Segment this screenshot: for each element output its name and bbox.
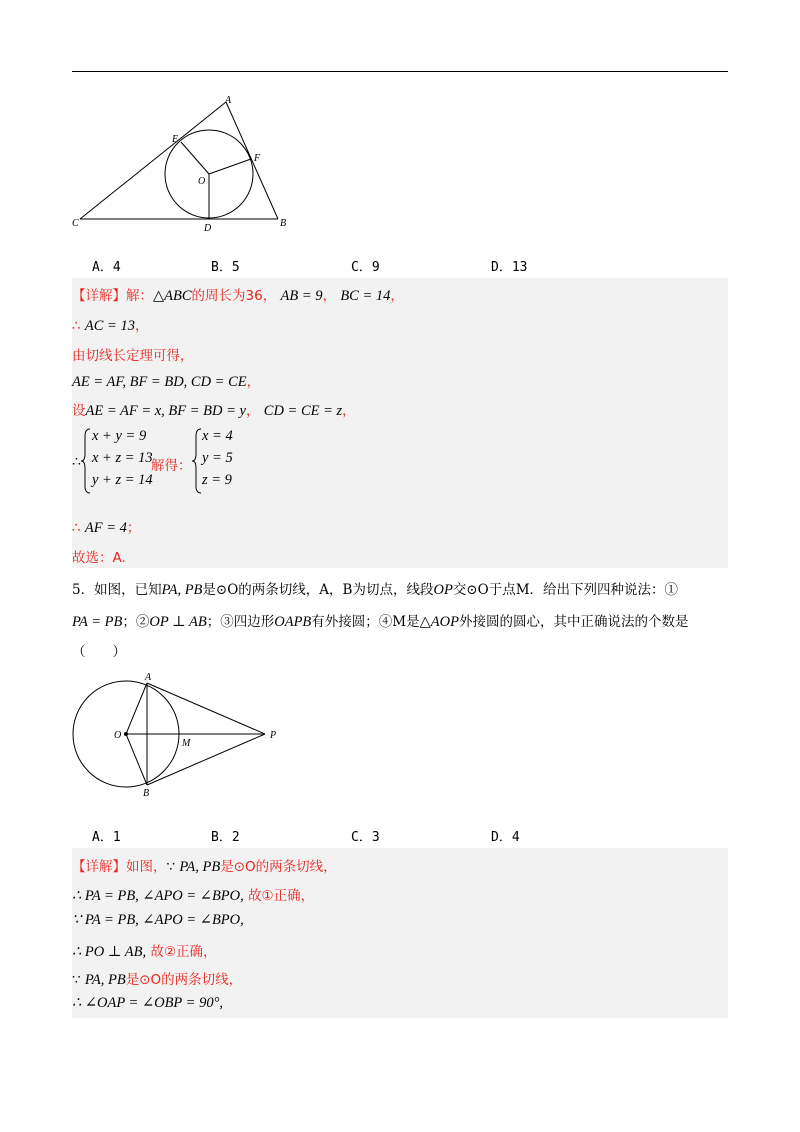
solution-z: z = 9 [202,472,232,488]
q5-solution-box [72,848,728,1018]
equation-system [72,424,392,496]
text: 外接圆的圆心，其中正确说法的个数是 [458,614,689,630]
q5-sol-line-1 [72,855,337,876]
math-expr: BC = 14 [340,288,391,304]
text: 故②正确， [150,944,217,960]
left-brace-icon [192,428,202,494]
text: ， [245,403,260,419]
q5-option-b: B．2 [211,830,240,845]
math-expr: PA = PB [72,614,123,630]
header-rule [72,71,728,72]
q5-sol-line-3 [72,912,244,929]
q5-sol-line-6 [72,995,223,1012]
label-C: C [72,218,79,229]
solution-y: y = 5 [202,450,233,466]
q5-option-d: D．4 [491,830,520,845]
q4-option-b: B．5 [211,260,240,275]
text: ；③四边形 [206,614,275,630]
label-O: O [198,176,206,187]
q5-sol-line-4 [72,940,217,961]
math-expr: AE = AF = x, BF = BD = y [85,403,246,419]
text: ， [134,318,149,334]
math-expr: ∴ PA = PB, ∠APO = ∠BPO, [72,888,244,904]
triangle-incircle-figure [70,95,300,235]
math-expr: OAPB [274,614,312,630]
q4-sol-line-5 [72,399,356,420]
solve-text: 解得： [151,458,192,474]
q4-sol-line-6 [72,516,140,537]
math-expr: CD = CE = z [263,403,343,419]
math-expr: OP ⊥ AB [149,614,207,630]
q4-option-c: C．9 [351,260,380,275]
equation-1: x + y = 9 [92,428,147,444]
q5-sol-line-2 [72,884,314,905]
label-M: M [182,738,191,749]
text: 设 [72,403,86,419]
text: ， [246,374,261,390]
q4-sol-line-3: 由切线长定理可得， [72,348,194,364]
q4-solution-box [72,278,728,568]
solution-x: x = 4 [202,428,233,444]
label-D: D [204,223,212,234]
text: ， [322,288,337,304]
detail-tag: 【详解】解： [72,288,153,304]
math-expr: PA, PB [161,582,203,598]
detail-tag: 【详解】如图， [72,859,167,875]
q5-stem-line-2 [72,610,688,631]
text: ， [342,403,356,419]
math-expr: △ABC [153,288,192,304]
math-expr: AB = 9 [280,288,323,304]
text: 是⊙O的两条切线， [220,859,337,875]
text: 的周长为36， [191,288,277,304]
therefore-symbol: ∴ [72,318,81,334]
circle-tangents-figure [68,668,290,800]
label-B: B [280,218,287,229]
q4-sol-line-4 [72,370,260,391]
math-expr: △AOP [419,614,459,630]
left-brace-icon [81,428,91,494]
text: 是⊙O的两条切线， [125,972,243,988]
text: 交⊙O于点M．给出下列四种说法：① [452,582,679,598]
q5-stem-line-1 [72,578,678,599]
label-F: F [254,153,261,164]
text: 故①正确， [248,888,315,904]
q5-option-c: C．3 [351,830,380,845]
label-E: E [172,134,179,145]
because-symbol: ∵ [72,972,81,988]
math-expr: ∴ PO ⊥ AB, [72,944,147,960]
math-expr: PA, PB [84,972,126,988]
text: ；② [122,614,150,630]
math-expr: AE = AF, BF = BD, CD = CE [72,374,247,390]
math-expr: ∴ ∠OAP = ∠OBP = 90°, [72,995,223,1011]
q4-option-a: A．4 [92,260,121,275]
q4-sol-line-2 [72,314,148,335]
math-expr: ∵ PA = PB, ∠APO = ∠BPO, [72,912,244,928]
label-O: O [114,730,122,741]
text: ， [390,288,404,304]
text: ； [126,520,141,536]
equation-2: x + z = 13 [92,450,153,466]
label-A: A [225,95,232,106]
text: 是⊙O的两条切线，A，B为切点，线段 [202,582,434,598]
text: 有外接圆；④M是 [311,614,420,630]
therefore-symbol: ∴ [72,454,81,470]
math-expr: OP [433,582,453,598]
q5-stem-line-3: （ ） [72,644,126,660]
q4-option-d: D．13 [491,260,528,275]
math-expr: AC = 13 [84,318,135,334]
q5-option-a: A．1 [92,830,121,845]
label-P: P [270,730,277,741]
math-expr: AF = 4 [84,520,127,536]
label-A: A [145,672,152,683]
q4-sol-line-1 [72,284,404,305]
q4-sol-line-7: 故选：A. [72,550,126,566]
because-symbol: ∵ [166,859,176,875]
text: 5．如图，已知 [72,582,162,598]
therefore-symbol: ∴ [72,520,81,536]
q5-sol-line-5 [72,968,242,989]
math-expr: PA, PB [179,859,221,875]
equation-3: y + z = 14 [92,472,153,488]
label-B: B [143,788,150,799]
